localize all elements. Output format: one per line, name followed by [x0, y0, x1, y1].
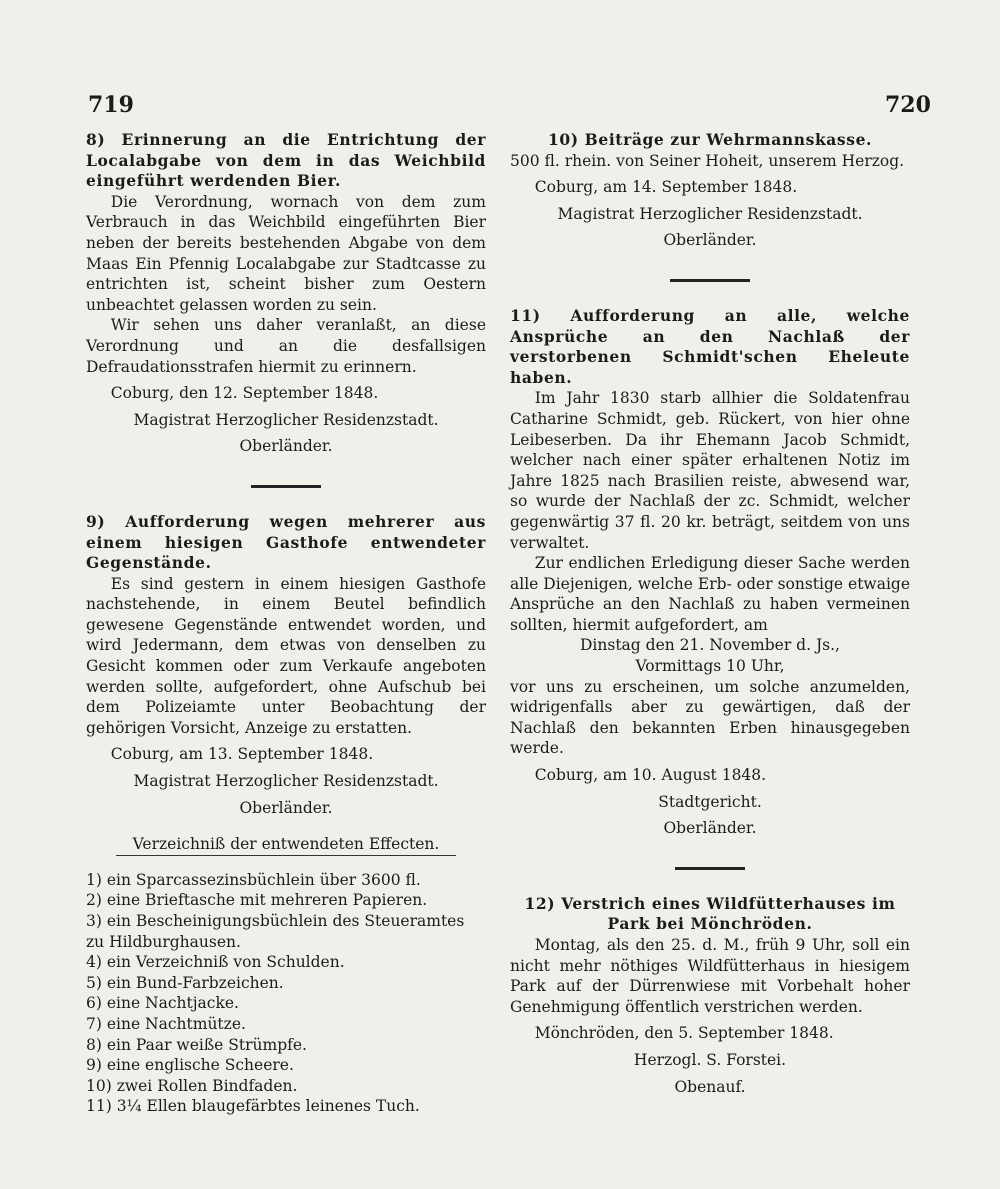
page-number-right: 720 — [885, 92, 931, 118]
notice-8-heading: 8) Erinnerung an die Entrichtung der Localabgabe von dem in das Weichbild eingeführt werdenden Bier. — [86, 130, 486, 191]
notice-9-signature: Oberländer. — [239, 798, 333, 817]
notice-8-paragraph-1: Die Verordnung, wornach von dem zum Verbrauch in das Weichbild eingeführten Bier neben der bereits bestehenden Abgabe von dem Maas Ein Pfennig Localabgabe zur Stadtcasse zu entrichten ist, scheint bisher zum Oestern unbeachtet gelassen worden zu sein. — [86, 192, 486, 314]
list-item: 2) eine Brieftasche mit mehreren Papieren. — [86, 891, 428, 910]
notice-9-paragraph-1: Es sind gestern in einem hiesigen Gasthofe nachstehende, in einem Beutel befindlich gewesene Gegenstände entwendet worden, und wird Jedermann, dem etwas von denselben zu Gesicht kommen oder zum Verkaufe angeboten werden sollte, aufgefordert, ohne Aufschub bei dem Polizeiamte unter Beobachtung der gehörigen Vorsicht, Anzeige zu erstatten. — [86, 574, 486, 737]
notice-11-signature: Oberländer. — [663, 819, 757, 838]
section-divider — [670, 279, 750, 282]
stolen-items-list — [86, 870, 486, 1117]
list-item: 11) 3¼ Ellen blaugefärbtes leinenes Tuch. — [86, 1097, 420, 1116]
notice-11-date-line-1: Dinstag den 21. November d. Js., — [580, 636, 840, 655]
notice-12-paragraph-1: Montag, als den 25. d. M., früh 9 Uhr, soll ein nicht mehr nöthiges Wildfütterhaus in hiesigem Park auf der Dürrenwiese mit Vorbehalt hoher Genehmigung öffentlich verstrichen werden. — [510, 936, 910, 1016]
notice-11-paragraph-1: Im Jahr 1830 starb allhier die Soldatenfrau Catharine Schmidt, geb. Rückert, von hier ohne Leibeserben. Da ihr Ehemann Jacob Schmidt, welcher nach einer später erhaltenen Notiz im Jahre 1825 nach Brasilien reiste, abwesend war, so wurde der Nachlaß der zc. Schmidt, welcher gegenwärtig 37 fl. 20 kr. beträgt, seitdem von uns verwaltet. — [510, 389, 910, 552]
list-item: 8) ein Paar weiße Strümpfe. — [86, 1035, 307, 1054]
notice-11-authority: Stadtgericht. — [658, 792, 762, 811]
notice-10-signature: Oberländer. — [663, 231, 757, 250]
notice-8 — [86, 130, 486, 457]
page-number-left: 719 — [88, 92, 134, 118]
notice-12-signature: Obenauf. — [674, 1077, 746, 1096]
left-column — [86, 130, 486, 1117]
list-item: 6) eine Nachtjacke. — [86, 994, 239, 1013]
notice-9-authority: Magistrat Herzoglicher Residenzstadt. — [133, 772, 439, 791]
list-item: 4) ein Verzeichniß von Schulden. — [86, 953, 345, 972]
section-divider — [675, 867, 745, 870]
notice-9 — [86, 512, 486, 1117]
notice-10-paragraph-1: 500 fl. rhein. von Seiner Hoheit, unserem Herzog. — [510, 151, 905, 170]
notice-10 — [510, 130, 910, 251]
notice-10-heading: 10) Beiträge zur Wehrmannskasse. — [547, 130, 873, 149]
notice-12-dateline: Mönchröden, den 5. September 1848. — [534, 1024, 834, 1043]
notice-12 — [510, 894, 910, 1097]
notice-9-dateline: Coburg, am 13. September 1848. — [110, 745, 374, 764]
notice-8-paragraph-2: Wir sehen uns daher veranlaßt, an diese Verordnung und an die desfallsigen Defraudationsstrafen hiermit zu erinnern. — [86, 316, 486, 376]
notice-8-dateline: Coburg, den 12. September 1848. — [110, 384, 379, 403]
list-item: 1) ein Sparcassezinsbüchlein über 3600 fl. — [86, 870, 421, 889]
list-item: 9) eine englische Scheere. — [86, 1056, 294, 1075]
notice-11-paragraph-2: Zur endlichen Erledigung dieser Sache werden alle Diejenigen, welche Erb- oder sonstige etwaige Ansprüche an den Nachlaß zu haben vermeinen sollten, hiermit aufgefordert, am — [510, 554, 910, 634]
notice-9-heading: 9) Aufforderung wegen mehrerer aus einem hiesigen Gasthofe entwendeter Gegenstände. — [86, 511, 486, 573]
notice-10-authority: Magistrat Herzoglicher Residenzstadt. — [557, 204, 863, 223]
notice-12-heading: 12) Verstrich eines Wildfütterhauses im Park bei Mönchröden. — [524, 893, 896, 934]
notice-11-dateline: Coburg, am 10. August 1848. — [534, 766, 767, 785]
list-item: 10) zwei Rollen Bindfaden. — [86, 1076, 298, 1095]
notice-11-date-line-2: Vormittags 10 Uhr, — [635, 657, 785, 676]
notice-8-signature: Oberländer. — [239, 437, 333, 456]
list-item: 3) ein Bescheinigungsbüchlein des Steueramtes zu Hildburghausen. — [86, 912, 465, 951]
right-column — [510, 130, 910, 1097]
list-item: 7) eine Nachtmütze. — [86, 1014, 246, 1033]
notice-11-heading: 11) Aufforderung an alle, welche Ansprüche an den Nachlaß der verstorbenen Schmidt'schen Eheleute haben. — [510, 305, 910, 387]
section-divider — [251, 485, 321, 488]
notice-11 — [510, 306, 910, 839]
list-item: 5) ein Bund-Farbzeichen. — [86, 973, 284, 992]
stolen-items-list-title: Verzeichniß der entwendeten Effecten. — [116, 834, 456, 856]
notice-12-authority: Herzogl. S. Forstei. — [633, 1050, 787, 1069]
notice-8-authority: Magistrat Herzoglicher Residenzstadt. — [133, 410, 439, 429]
notice-11-paragraph-3: vor uns zu erscheinen, um solche anzumelden, widrigenfalls aber zu gewärtigen, daß der Nachlaß den bekannten Erben hinausgegeben werde. — [510, 677, 910, 758]
notice-10-dateline: Coburg, am 14. September 1848. — [534, 178, 798, 197]
